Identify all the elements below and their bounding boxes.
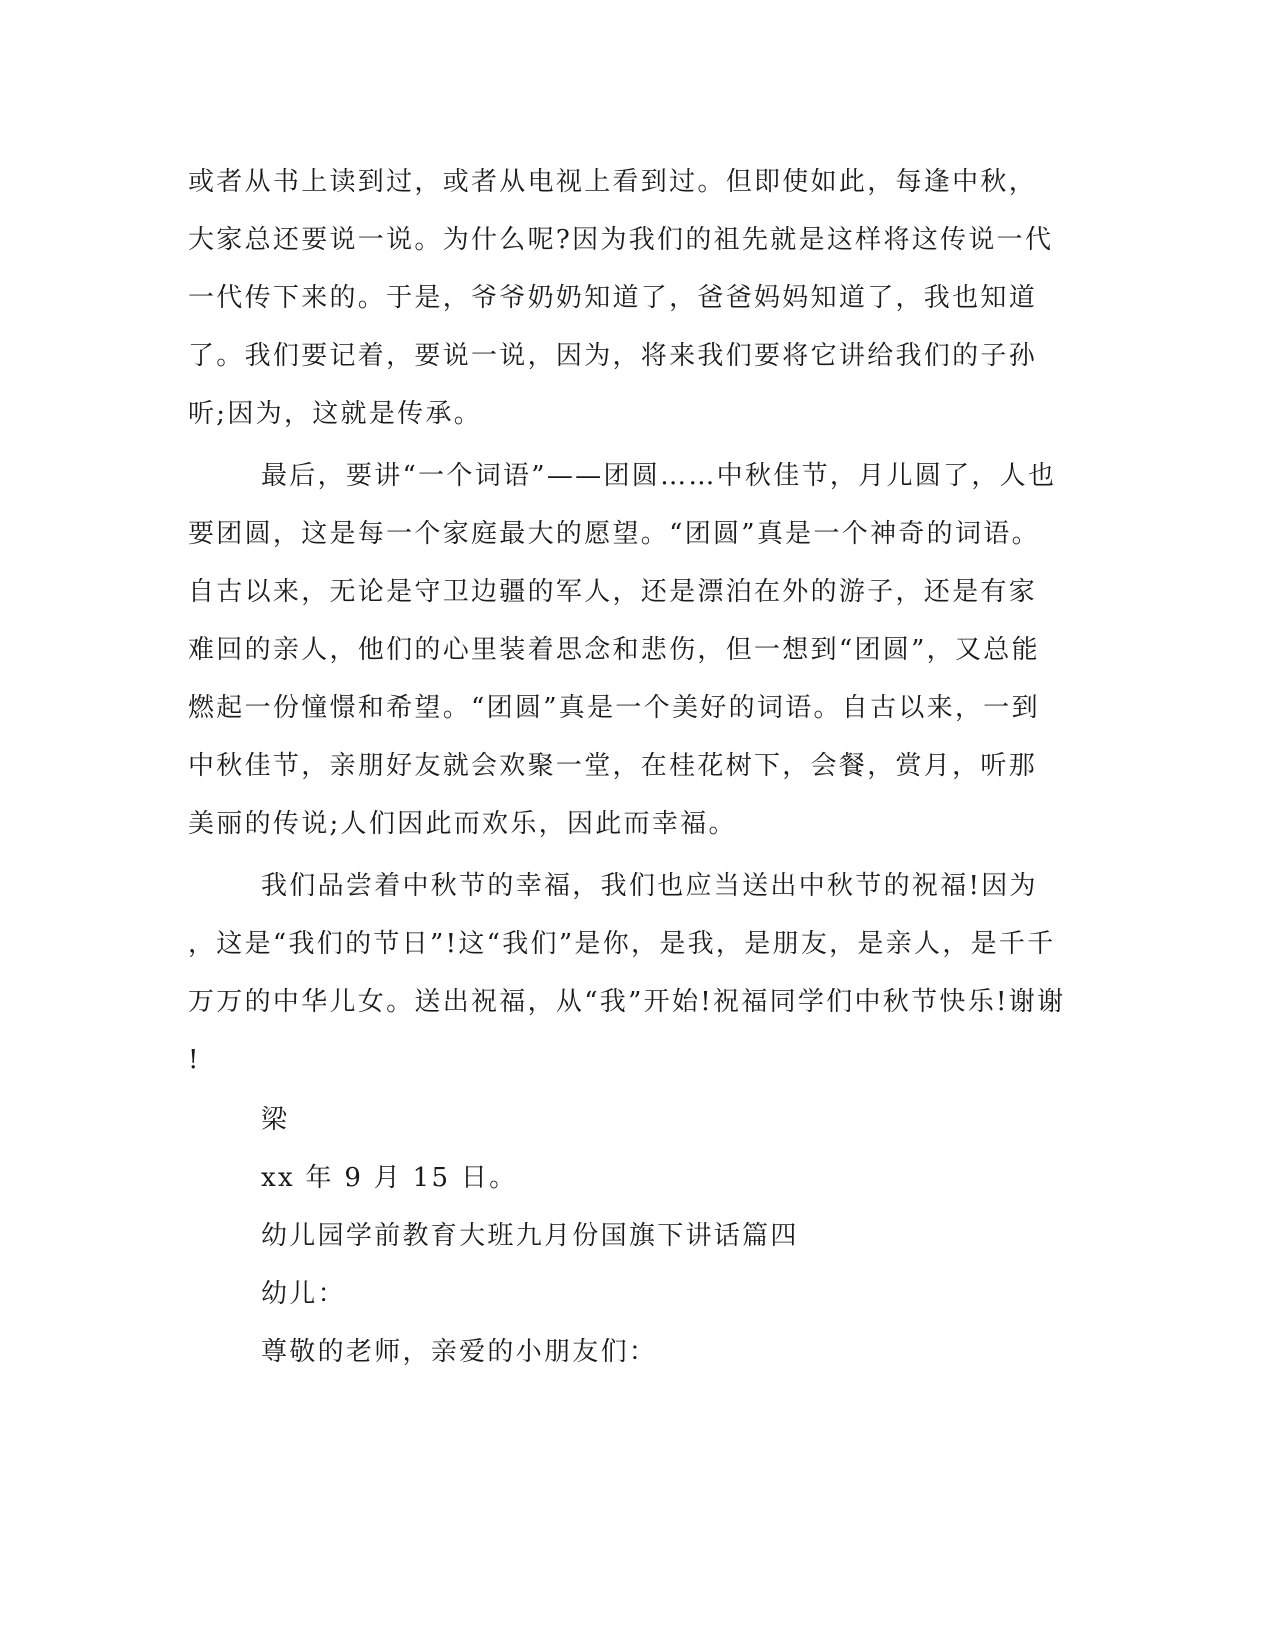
- signature-name: 梁: [261, 1105, 290, 1135]
- paragraph-line: 或者从书上读到过，或者从电视上看到过。但即使如此，每逢中秋，: [188, 167, 1038, 197]
- paragraph-line: 大家总还要说一说。为什么呢?因为我们的祖先就是这样将这传说一代: [188, 225, 1054, 255]
- paragraph-line: !: [188, 1045, 201, 1075]
- paragraph-line: 最后，要讲“一个词语”——团圆……中秋佳节，月儿圆了，人也: [261, 461, 1057, 491]
- paragraph-line: 美丽的传说;人们因此而欢乐，因此而幸福。: [188, 809, 737, 839]
- paragraph-line: 万万的中华儿女。送出祝福，从“我”开始!祝福同学们中秋节快乐!谢谢: [188, 987, 1066, 1017]
- paragraph-line: 了。我们要记着，要说一说，因为，将来我们要将它讲给我们的子孙: [188, 341, 1038, 371]
- paragraph-line: 我们品尝着中秋节的幸福，我们也应当送出中秋节的祝福!因为: [261, 871, 1038, 901]
- paragraph-line: 自古以来，无论是守卫边疆的军人，还是漂泊在外的游子，还是有家: [188, 577, 1038, 607]
- salutation: 尊敬的老师，亲爱的小朋友们：: [261, 1337, 658, 1367]
- paragraph-line: ，这是“我们的节日”!这“我们”是你，是我，是朋友，是亲人，是千千: [188, 929, 1056, 959]
- section-title: 幼儿园学前教育大班九月份国旗下讲话篇四: [261, 1221, 799, 1251]
- speaker-label: 幼儿：: [261, 1279, 346, 1309]
- paragraph-line: 中秋佳节，亲朋好友就会欢聚一堂，在桂花树下，会餐，赏月，听那: [188, 751, 1038, 781]
- signature-date: xx 年 9 月 15 日。: [261, 1163, 518, 1193]
- paragraph-line: 听;因为，这就是传承。: [188, 399, 483, 429]
- paragraph-line: 燃起一份憧憬和希望。“团圆”真是一个美好的词语。自古以来，一到: [188, 693, 1040, 723]
- paragraph-line: 难回的亲人，他们的心里装着思念和悲伤，但一想到“团圆”，又总能: [188, 635, 1040, 665]
- paragraph-line: 一代传下来的。于是，爷爷奶奶知道了，爸爸妈妈知道了，我也知道: [188, 283, 1038, 313]
- paragraph-line: 要团圆，这是每一个家庭最大的愿望。“团圆”真是一个神奇的词语。: [188, 519, 1040, 549]
